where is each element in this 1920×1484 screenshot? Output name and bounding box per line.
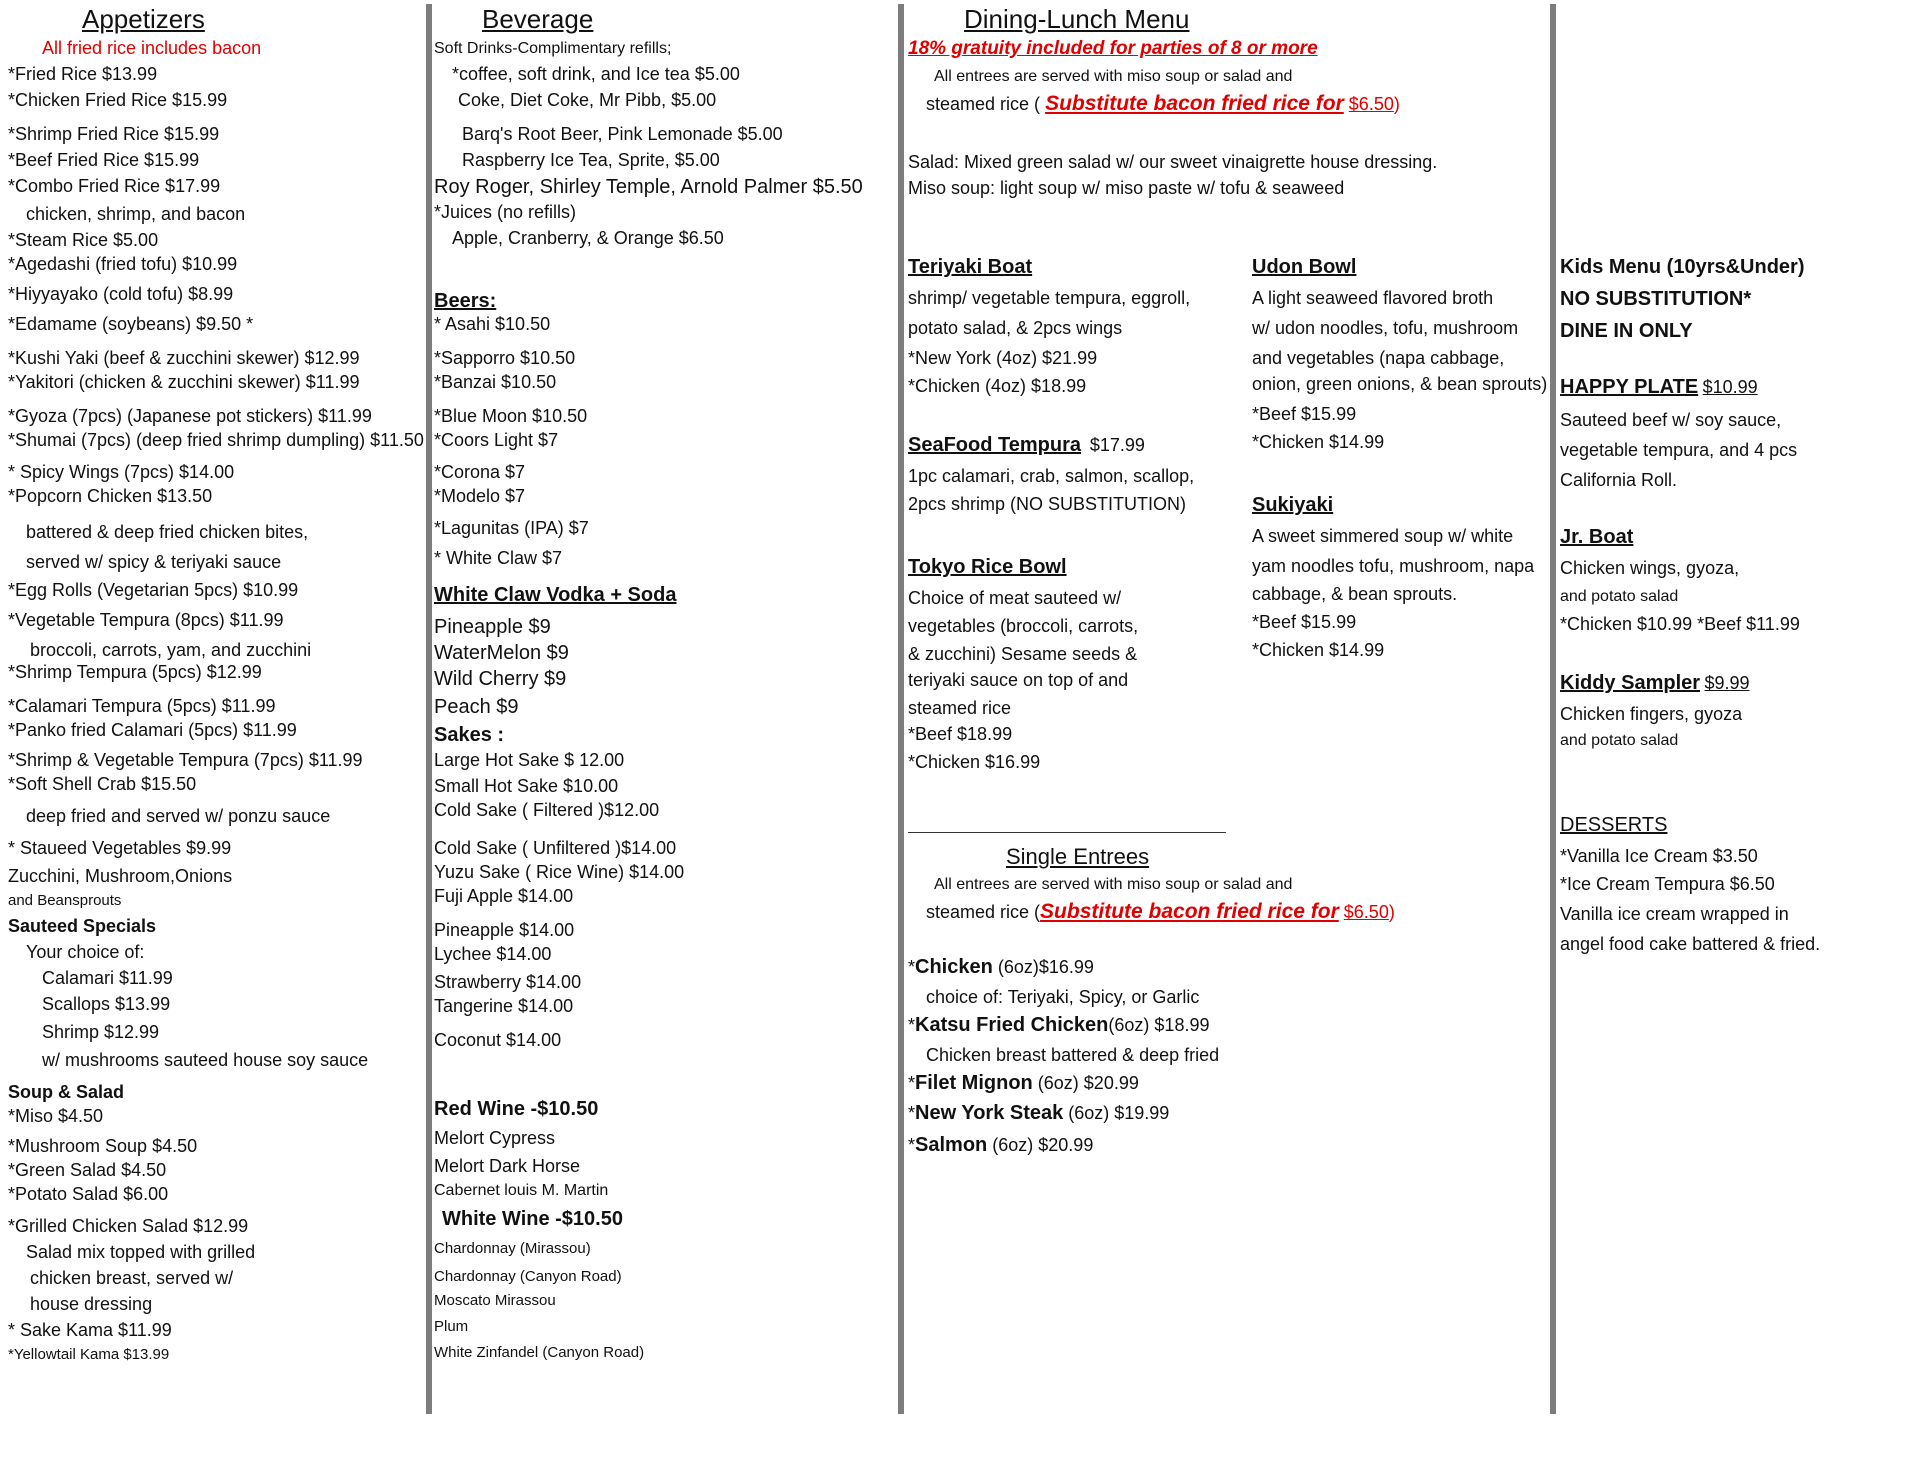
menu-line: onion, green onions, & bean sprouts) bbox=[1252, 374, 1548, 394]
menu-line: *Popcorn Chicken $13.50 bbox=[8, 486, 213, 506]
menu-line: & zucchini) Sesame seeds & bbox=[908, 644, 1138, 664]
entree-note: steamed rice ( Substitute bacon fried rice for $6.50) bbox=[926, 92, 1400, 115]
udon-title: Udon Bowl bbox=[1252, 256, 1357, 278]
menu-line: deep fried and served w/ ponzu sauce bbox=[26, 806, 331, 826]
substitute-note: Substitute bacon fried rice for bbox=[1040, 900, 1339, 923]
menu-line: White Wine -$10.50 bbox=[442, 1208, 623, 1230]
menu-line: Scallops $13.99 bbox=[42, 994, 171, 1014]
menu-line: battered & deep fried chicken bites, bbox=[26, 522, 309, 542]
menu-line: *Edamame (soybeans) $9.50 * bbox=[8, 314, 254, 334]
single-entree-item: *New York Steak (6oz) $19.99 bbox=[908, 1102, 1170, 1124]
menu-line: *Corona $7 bbox=[434, 462, 526, 482]
single-entree-item: choice of: Teriyaki, Spicy, or Garlic bbox=[926, 987, 1200, 1007]
menu-line: Lychee $14.00 bbox=[434, 944, 552, 964]
menu-line: *Soft Shell Crab $15.50 bbox=[8, 774, 197, 794]
menu-line: w/ udon noodles, tofu, mushroom bbox=[1252, 318, 1519, 338]
menu-line: Cold Sake ( Unfiltered )$14.00 bbox=[434, 838, 677, 858]
menu-line: steamed rice bbox=[908, 698, 1012, 718]
menu-line: Strawberry $14.00 bbox=[434, 972, 582, 992]
menu-line: *Hiyyayako (cold tofu) $8.99 bbox=[8, 284, 234, 304]
menu-line: *Beef $15.99 bbox=[1252, 404, 1357, 424]
menu-line: vegetable tempura, and 4 pcs bbox=[1560, 440, 1798, 460]
menu-line: White Zinfandel (Canyon Road) bbox=[434, 1344, 645, 1361]
menu-line: Coconut $14.00 bbox=[434, 1030, 562, 1050]
menu-line: 1pc calamari, crab, salmon, scallop, bbox=[908, 466, 1195, 486]
menu-line: and potato salad bbox=[1560, 588, 1679, 605]
menu-line: *Juices (no refills) bbox=[434, 202, 577, 222]
menu-line: house dressing bbox=[30, 1294, 153, 1314]
substitute-note: Substitute bacon fried rice for bbox=[1045, 92, 1344, 115]
column-divider bbox=[898, 4, 904, 1414]
menu-line: *coffee, soft drink, and Ice tea $5.00 bbox=[452, 64, 740, 84]
menu-line: Cold Sake ( Filtered )$12.00 bbox=[434, 800, 660, 820]
menu-line: Yuzu Sake ( Rice Wine) $14.00 bbox=[434, 862, 685, 882]
kiddy-sampler-heading: Kiddy Sampler $9.99 bbox=[1560, 672, 1750, 694]
menu-line: 2pcs shrimp (NO SUBSTITUTION) bbox=[908, 494, 1187, 514]
menu-line: Beers: bbox=[434, 290, 497, 312]
menu-line: *Ice Cream Tempura $6.50 bbox=[1560, 874, 1775, 894]
miso-description: Miso soup: light soup w/ miso paste w/ tofu & seaweed bbox=[908, 178, 1345, 198]
menu-line: *Chicken $14.99 bbox=[1252, 640, 1385, 660]
menu-line: *Gyoza (7pcs) (Japanese pot stickers) $11.99 bbox=[8, 406, 372, 426]
menu-line: Melort Cypress bbox=[434, 1128, 556, 1148]
menu-line: *Yakitori (chicken & zucchini skewer) $11.99 bbox=[8, 372, 360, 392]
menu-line: WaterMelon $9 bbox=[434, 642, 569, 664]
menu-line: and Beansprouts bbox=[8, 892, 122, 909]
menu-line: *Combo Fried Rice $17.99 bbox=[8, 176, 221, 196]
menu-line: Chicken wings, gyoza, bbox=[1560, 558, 1740, 578]
menu-line: Choice of meat sauteed w/ bbox=[908, 588, 1122, 608]
menu-line: Soft Drinks-Complimentary refills; bbox=[434, 40, 672, 57]
menu-line: chicken, shrimp, and bacon bbox=[26, 204, 246, 224]
single-entree-item: *Salmon (6oz) $20.99 bbox=[908, 1134, 1094, 1156]
menu-line: Cabernet louis M. Martin bbox=[434, 1182, 609, 1199]
menu-line: Vanilla ice cream wrapped in bbox=[1560, 904, 1789, 924]
entree-note: All entrees are served with miso soup or salad and bbox=[934, 876, 1293, 893]
menu-line: *Grilled Chicken Salad $12.99 bbox=[8, 1216, 249, 1236]
menu-line: Sauteed Specials bbox=[8, 916, 157, 936]
menu-line: * White Claw $7 bbox=[434, 548, 563, 568]
menu-line: teriyaki sauce on top of and bbox=[908, 670, 1129, 690]
menu-line: *Green Salad $4.50 bbox=[8, 1160, 167, 1180]
menu-line: *New York (4oz) $21.99 bbox=[908, 348, 1098, 368]
sukiyaki-title: Sukiyaki bbox=[1252, 494, 1334, 516]
menu-line: *Egg Rolls (Vegetarian 5pcs) $10.99 bbox=[8, 580, 299, 600]
menu-line: *Chicken $14.99 bbox=[1252, 432, 1385, 452]
menu-line: Moscato Mirassou bbox=[434, 1292, 556, 1309]
menu-line: and vegetables (napa cabbage, bbox=[1252, 348, 1505, 368]
menu-line: *Chicken (4oz) $18.99 bbox=[908, 376, 1087, 396]
menu-line: Red Wine -$10.50 bbox=[434, 1098, 599, 1120]
menu-line: Your choice of: bbox=[26, 942, 145, 962]
menu-line: *Modelo $7 bbox=[434, 486, 526, 506]
gratuity-note: 18% gratuity included for parties of 8 or more bbox=[908, 38, 1318, 59]
menu-line: *Banzai $10.50 bbox=[434, 372, 557, 392]
menu-line: *Shrimp Fried Rice $15.99 bbox=[8, 124, 220, 144]
menu-line: Calamari $11.99 bbox=[42, 968, 173, 988]
tokyo-title: Tokyo Rice Bowl bbox=[908, 556, 1067, 578]
menu-line: Zucchini, Mushroom,Onions bbox=[8, 866, 233, 886]
single-entree-item: *Chicken (6oz)$16.99 bbox=[908, 956, 1094, 978]
menu-line: Chardonnay (Canyon Road) bbox=[434, 1268, 622, 1285]
menu-line: Raspberry Ice Tea, Sprite, $5.00 bbox=[462, 150, 720, 170]
menu-line: *Steam Rice $5.00 bbox=[8, 230, 159, 250]
menu-line: * Staueed Vegetables $9.99 bbox=[8, 838, 232, 858]
bacon-note: All fried rice includes bacon bbox=[42, 38, 262, 58]
menu-line: yam noodles tofu, mushroom, napa bbox=[1252, 556, 1535, 576]
single-entree-item: Chicken breast battered & deep fried bbox=[926, 1045, 1220, 1065]
section-title: Appetizers bbox=[82, 4, 205, 34]
menu-line: *Blue Moon $10.50 bbox=[434, 406, 588, 426]
menu-line: cabbage, & bean sprouts. bbox=[1252, 584, 1458, 604]
menu-line: Sauteed beef w/ soy sauce, bbox=[1560, 410, 1782, 430]
menu-line: *Lagunitas (IPA) $7 bbox=[434, 518, 589, 538]
menu-line: *Calamari Tempura (5pcs) $11.99 bbox=[8, 696, 276, 716]
menu-line: Wild Cherry $9 bbox=[434, 668, 567, 690]
menu-line: *Beef Fried Rice $15.99 bbox=[8, 150, 200, 170]
no-substitution: NO SUBSTITUTION* bbox=[1560, 288, 1752, 310]
happy-plate-heading: HAPPY PLATE $10.99 bbox=[1560, 376, 1758, 398]
menu-line: *Shumai (7pcs) (deep fried shrimp dumpling) $11.50 bbox=[8, 430, 424, 450]
menu-line: *Coors Light $7 bbox=[434, 430, 559, 450]
menu-line: *Yellowtail Kama $13.99 bbox=[8, 1346, 170, 1363]
menu-line: * Asahi $10.50 bbox=[434, 314, 551, 334]
section-title: Dining-Lunch Menu bbox=[964, 4, 1190, 34]
menu-line: Soup & Salad bbox=[8, 1082, 125, 1102]
menu-line: *Panko fried Calamari (5pcs) $11.99 bbox=[8, 720, 297, 740]
menu-line: Fuji Apple $14.00 bbox=[434, 886, 574, 906]
menu-line: Peach $9 bbox=[434, 696, 519, 718]
jr-boat-title: Jr. Boat bbox=[1560, 526, 1634, 548]
menu-line: broccoli, carrots, yam, and zucchini bbox=[30, 640, 312, 660]
entree-note: All entrees are served with miso soup or salad and bbox=[934, 68, 1293, 85]
menu-line: Roy Roger, Shirley Temple, Arnold Palmer $5.50 bbox=[434, 176, 863, 198]
menu-line: *Sapporro $10.50 bbox=[434, 348, 576, 368]
menu-line: w/ mushrooms sauteed house soy sauce bbox=[42, 1050, 369, 1070]
menu-line: Shrimp $12.99 bbox=[42, 1022, 160, 1042]
menu-line: Salad mix topped with grilled bbox=[26, 1242, 256, 1262]
menu-line: *Fried Rice $13.99 bbox=[8, 64, 158, 84]
menu-line: chicken breast, served w/ bbox=[30, 1268, 234, 1288]
menu-line: served w/ spicy & teriyaki sauce bbox=[26, 552, 282, 572]
divider bbox=[908, 832, 1226, 833]
menu-line: *Mushroom Soup $4.50 bbox=[8, 1136, 198, 1156]
menu-line: Plum bbox=[434, 1318, 469, 1335]
menu-line: Pineapple $14.00 bbox=[434, 920, 575, 940]
menu-line: A sweet simmered soup w/ white bbox=[1252, 526, 1514, 546]
menu-line: California Roll. bbox=[1560, 470, 1678, 490]
menu-line: potato salad, & 2pcs wings bbox=[908, 318, 1123, 338]
menu-line: *Shrimp Tempura (5pcs) $12.99 bbox=[8, 662, 262, 682]
menu-line: Pineapple $9 bbox=[434, 616, 551, 638]
column-divider bbox=[1550, 4, 1556, 1414]
menu-line: *Vanilla Ice Cream $3.50 bbox=[1560, 846, 1758, 866]
dine-in-only: DINE IN ONLY bbox=[1560, 320, 1693, 342]
menu-line: *Chicken Fried Rice $15.99 bbox=[8, 90, 228, 110]
single-entree-item: *Katsu Fried Chicken(6oz) $18.99 bbox=[908, 1014, 1210, 1036]
salad-description: Salad: Mixed green salad w/ our sweet vinaigrette house dressing. bbox=[908, 152, 1438, 172]
menu-line: Barq's Root Beer, Pink Lemonade $5.00 bbox=[462, 124, 783, 144]
menu-line: Tangerine $14.00 bbox=[434, 996, 574, 1016]
menu-line: *Potato Salad $6.00 bbox=[8, 1184, 169, 1204]
menu-line: vegetables (broccoli, carrots, bbox=[908, 616, 1139, 636]
menu-line: * Spicy Wings (7pcs) $14.00 bbox=[8, 462, 235, 482]
menu-line: Apple, Cranberry, & Orange $6.50 bbox=[452, 228, 724, 248]
teriyaki-title: Teriyaki Boat bbox=[908, 256, 1033, 278]
menu-line: Coke, Diet Coke, Mr Pibb, $5.00 bbox=[458, 90, 717, 110]
menu-line: *Chicken $16.99 bbox=[908, 752, 1041, 772]
menu-line: Chicken fingers, gyoza bbox=[1560, 704, 1743, 724]
menu-line: White Claw Vodka + Soda bbox=[434, 584, 677, 606]
desserts-title: DESSERTS bbox=[1560, 814, 1668, 836]
kids-title: Kids Menu (10yrs&Under) bbox=[1560, 256, 1805, 278]
menu-line: Melort Dark Horse bbox=[434, 1156, 581, 1176]
menu-line: Chardonnay (Mirassou) bbox=[434, 1240, 591, 1257]
menu-line: *Agedashi (fried tofu) $10.99 bbox=[8, 254, 238, 274]
column-divider bbox=[426, 4, 432, 1414]
menu-line: Large Hot Sake $ 12.00 bbox=[434, 750, 625, 770]
menu-line: shrimp/ vegetable tempura, eggroll, bbox=[908, 288, 1191, 308]
single-entrees-title: Single Entrees bbox=[1006, 844, 1150, 869]
section-title: Beverage bbox=[482, 4, 594, 34]
menu-line: *Chicken $10.99 *Beef $11.99 bbox=[1560, 614, 1800, 634]
menu-line: angel food cake battered & fried. bbox=[1560, 934, 1821, 954]
single-entree-item: *Filet Mignon (6oz) $20.99 bbox=[908, 1072, 1139, 1094]
menu-line: Sakes : bbox=[434, 724, 505, 746]
menu-line: * Sake Kama $11.99 bbox=[8, 1320, 172, 1340]
menu-line: *Beef $18.99 bbox=[908, 724, 1013, 744]
menu-line: Small Hot Sake $10.00 bbox=[434, 776, 619, 796]
menu-line: *Shrimp & Vegetable Tempura (7pcs) $11.99 bbox=[8, 750, 363, 770]
seafood-heading: SeaFood Tempura $17.99 bbox=[908, 434, 1145, 456]
menu-line: *Vegetable Tempura (8pcs) $11.99 bbox=[8, 610, 284, 630]
menu-line: *Miso $4.50 bbox=[8, 1106, 104, 1126]
entree-note: steamed rice (Substitute bacon fried rice for $6.50) bbox=[926, 900, 1395, 923]
menu-line: A light seaweed flavored broth bbox=[1252, 288, 1494, 308]
menu-line: *Kushi Yaki (beef & zucchini skewer) $12.99 bbox=[8, 348, 360, 368]
menu-line: and potato salad bbox=[1560, 732, 1679, 749]
menu-line: *Beef $15.99 bbox=[1252, 612, 1357, 632]
